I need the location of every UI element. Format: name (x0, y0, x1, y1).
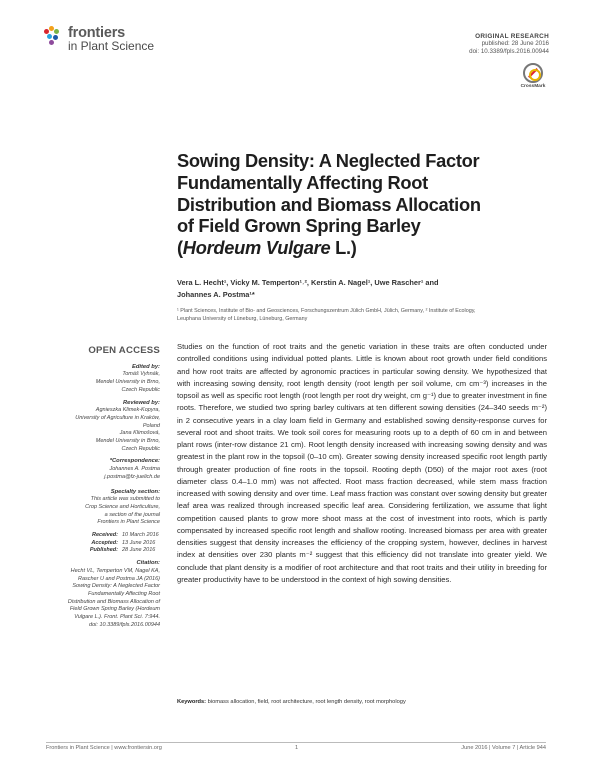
accepted-label: Accepted: (91, 539, 118, 546)
received-date: 10 March 2016 (122, 532, 159, 539)
title-paren: ( (177, 237, 183, 259)
correspondence-email[interactable]: j.postma@fz-juelich.de (104, 473, 160, 480)
title-species: Hordeum Vulgare (182, 237, 331, 259)
crossmark-icon (523, 63, 543, 83)
footer-journal[interactable]: Frontiers in Plant Science | www.frontiersin.org (46, 745, 162, 751)
accepted-date: 13 June 2016 (122, 539, 156, 546)
footer-divider (46, 742, 546, 743)
article-dates (40, 532, 160, 555)
citation-doi[interactable]: doi: 10.3389/fpls.2016.00944 (89, 621, 160, 628)
article-meta (469, 33, 549, 55)
specialty-line: This article was submitted to (90, 496, 160, 503)
citation-line: Fundamentally Affecting Root (88, 590, 160, 597)
citation-line: Distribution and Biomass Allocation of (67, 598, 160, 605)
author-line: Johannes A. Postma¹* (177, 289, 255, 299)
citation-line: Sowing Density: A Neglected Factor (72, 583, 160, 590)
title-line (177, 237, 547, 259)
keywords-list: biomass allocation, field, root architecture, root length density, root morphology (207, 699, 406, 705)
reviewer-line: Jana Klimošová, (119, 430, 160, 437)
reviewer-line: University of Agriculture in Kraków, (75, 414, 160, 421)
received-label: Received: (92, 532, 118, 539)
correspondence-label: *Correspondence: (109, 458, 160, 465)
title-line: Fundamentally Affecting Root (177, 171, 428, 193)
editor-line: Mendel University in Brno, (95, 379, 160, 386)
citation-line: Rascher U and Postma JA (2016) (77, 575, 160, 582)
reviewer-line: Czech Republic (121, 445, 160, 452)
author-line: Vera L. Hecht¹, Vicky M. Temperton¹˒², Kerstin A. Nagel¹, Uwe Rascher¹ and (177, 278, 439, 287)
reviewed-by-label: Reviewed by: (122, 399, 160, 406)
citation-line: Hecht VL, Temperton VM, Nagel KA, (70, 567, 160, 574)
edited-by-label: Edited by: (131, 363, 160, 370)
crossmark-label: CrossMark (520, 84, 546, 89)
journal-logo (44, 26, 154, 53)
published-label: Published: (89, 547, 118, 554)
footer-issue: June 2016 | Volume 7 | Article 944 (461, 745, 546, 751)
article-type: ORIGINAL RESEARCH (475, 33, 549, 40)
open-access-label: OPEN ACCESS (88, 345, 160, 356)
affiliation-line: ¹ Plant Sciences, Institute of Bio- and Geosciences, Forschungszentrum Jülich GmbH, Jülich, Germany, ² Institute of Ecology, (177, 308, 476, 314)
correspondence-name: Johannes A. Postma (109, 466, 160, 473)
title-line: Distribution and Biomass Allocation (177, 193, 481, 215)
citation-line: Field Grown Spring Barley (Hordeum (69, 606, 160, 613)
affiliations (177, 307, 547, 324)
reviewer-line: Poland (142, 422, 160, 429)
doi-link[interactable]: doi: 10.3389/fpls.2016.00944 (469, 47, 549, 55)
keywords-label: Keywords: (177, 699, 207, 705)
keywords (177, 698, 547, 706)
citation-label: Citation: (136, 560, 160, 567)
title-line: Sowing Density: A Neglected Factor (177, 150, 480, 171)
frontiers-logo-icon (44, 26, 64, 50)
abstract-text: Studies on the function of root traits and the genetic variation in these traits are often conducted under controlled conditions using individual potted plants. Little is known about root growth under field conditions and how root traits are affected by agronomic practices in particular sowing density. We hypothesized that with increasing sowing density, root length density (root length per soil volume, cm cm⁻³) increases in the topsoil as well as specific root length (root length per root dry weight, cm g⁻¹) due to greater investment in fine roots. Therefore, we studied two spring barley cultivars at ten different sowing densities (24–340 seeds m⁻²) in 2 consecutive years in a clay loam field in Germany and established sowing density-response curves for several root and shoot traits. We took soil cores for measuring roots up to a depth of 60 cm in and between plant rows (inter-row distance 21 cm). Root length density increased with increasing sowing density and was greatest in the plant row in the topsoil (0–10 cm). Greater sowing density increased specific root length partly through greater production of fine roots in the topsoil. Rooting depth (D50) of the major root axes (root diameter class 0.4–1.0 mm) was not affected. Root mass fraction decreased, while stem mass fraction increased with sowing density and over time. Leaf mass fraction was constant over sowing density but greater leaf area was realized through increased specific leaf area. Considering fertilization, we assume that light competition caused plants to grow more shoot mass at the cost of investment into roots, which is partly compensated by increased specific root length and shallow rooting. Increased biomass per area with greater densities suggest that density increases the efficiency of the cropping system, however, declines in harvest index at densities over 230 plants m⁻² suggest that this efficiency did not translate into greater yield. We conclude that plant density is a modifier of root architecture and that root traits and their utility in breeding for greater productivity have to be understood in the context of high sowing densities. (177, 342, 547, 584)
affiliation-line: Leuphana University of Lüneburg, Lüneburg, Germany (177, 316, 308, 323)
logo-journal-name: in Plant Science (68, 39, 155, 53)
specialty-line: a section of the journal (104, 511, 160, 518)
logo-brand: frontiers (68, 25, 126, 41)
editor-line: Tomáš Vyhnák, (122, 371, 160, 378)
published-date: published: 28 June 2016 (481, 40, 549, 48)
reviewer-line: Mendel University in Brno, (95, 438, 160, 445)
published-date-sidebar: 28 June 2016 (122, 547, 156, 554)
crossmark-badge[interactable] (517, 63, 549, 89)
citation-line: Vulgare L.). Front. Plant Sci. 7:944. (74, 614, 160, 621)
article-title (177, 150, 547, 259)
page-number: 1 (295, 745, 299, 751)
editor-line: Czech Republic (121, 386, 160, 393)
specialty-line: Crop Science and Horticulture, (85, 503, 160, 510)
title-line: of Field Grown Spring Barley (177, 215, 421, 237)
specialty-section-label: Specialty section: (110, 488, 160, 495)
article-sidebar (40, 347, 160, 630)
title-suffix: L.) (330, 237, 357, 259)
reviewer-line: Agnieszka Klimek-Kopyra, (95, 407, 160, 414)
specialty-line: Frontiers in Plant Science (97, 519, 160, 526)
author-list (177, 277, 547, 300)
